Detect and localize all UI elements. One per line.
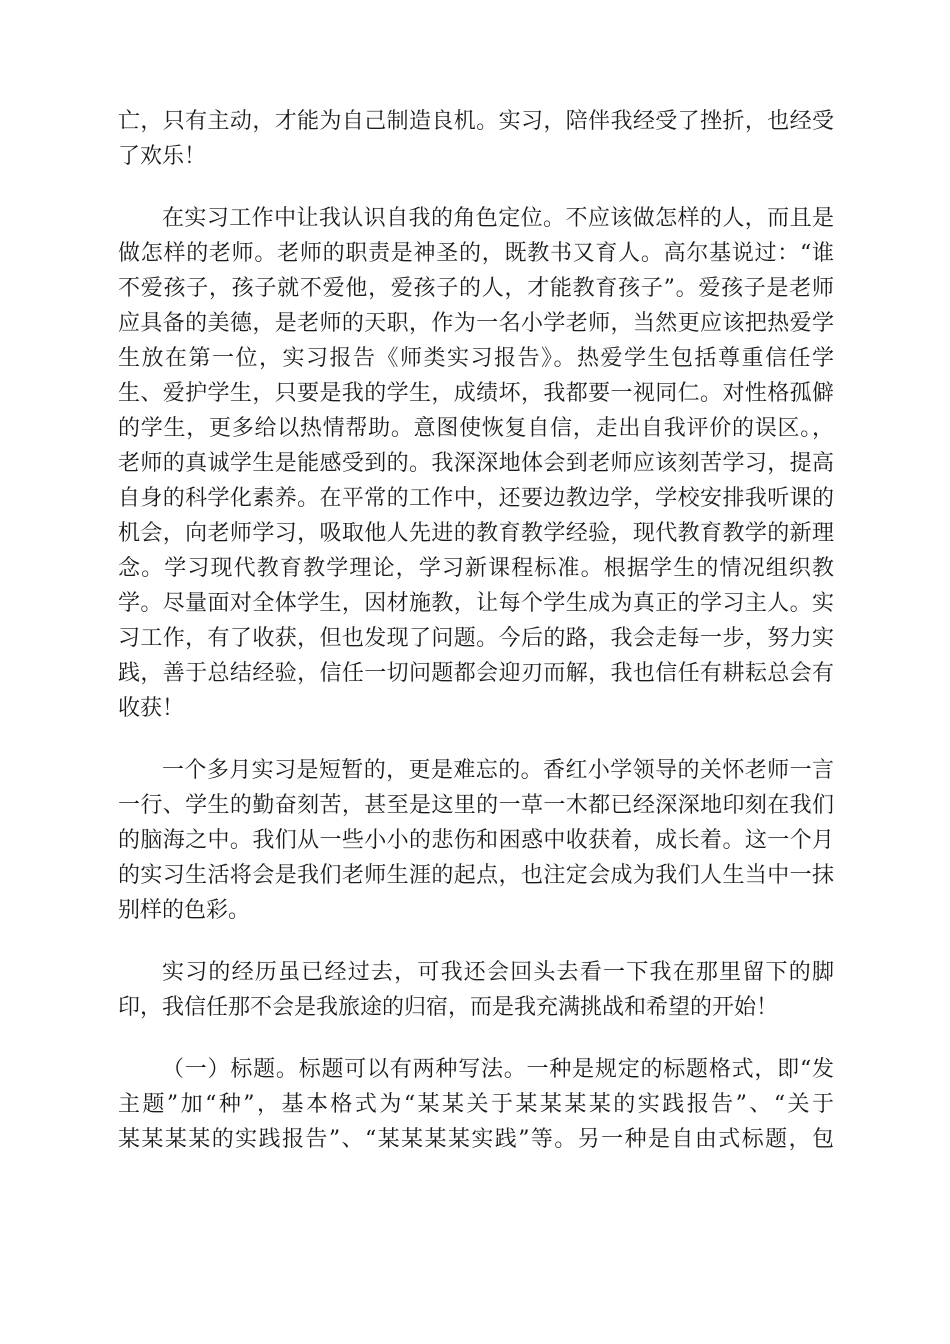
paragraph-4: [118, 955, 834, 1025]
text-line: 自身的科学化素养。在平常的工作中，还要边教边学，学校安排我听课的: [118, 486, 834, 511]
paragraph-spacer: [118, 928, 834, 955]
text-line: 亡，只有主动，才能为自己制造良机。实习，陪伴我经受了挫折，也经受: [118, 109, 834, 134]
paragraph-5: [118, 1052, 834, 1157]
paragraph-spacer: [118, 174, 834, 201]
text-line: 收获！: [118, 696, 185, 721]
text-line: 在实习工作中让我认识自我的角色定位。不应该做怎样的人，而且是: [162, 206, 834, 231]
text-line: 某某某某的实践报告”、“某某某某实践”等。另一种是自由式标题，包: [118, 1127, 834, 1152]
paragraph-3: [118, 753, 834, 928]
text-line: 做怎样的老师。老师的职责是神圣的，既教书又育人。高尔基说过：“谁: [118, 241, 834, 266]
document-body: [118, 104, 834, 1157]
text-line: 别样的色彩。: [118, 898, 251, 923]
text-line: 应具备的美德，是老师的天职，作为一名小学老师，当然更应该把热爱学: [118, 311, 834, 336]
text-line: 实习的经历虽已经过去，可我还会回头去看一下我在那里留下的脚: [162, 960, 834, 985]
paragraph-1: [118, 104, 834, 174]
text-line: 生放在第一位，实习报告《师类实习报告》。热爱学生包括尊重信任学: [118, 346, 834, 371]
text-line: 机会，向老师学习，吸取他人先进的教育教学经验，现代教育教学的新理: [118, 521, 834, 546]
text-line: 生、爱护学生，只要是我的学生，成绩坏，我都要一视同仁。对性格孤僻: [118, 381, 834, 406]
text-line: 的脑海之中。我们从一些小小的悲伤和困惑中收获着，成长着。这一个月: [118, 828, 834, 853]
text-line: 念。学习现代教育教学理论，学习新课程标准。根据学生的情况组织教: [118, 556, 834, 581]
text-line: 的实习生活将会是我们老师生涯的起点，也注定会成为我们人生当中一抹: [118, 863, 834, 888]
text-line: 学。尽量面对全体学生，因材施教，让每个学生成为真正的学习主人。实: [118, 591, 834, 616]
text-line: 践，善于总结经验，信任一切问题都会迎刃而解，我也信任有耕耘总会有: [118, 661, 834, 686]
text-line: 印，我信任那不会是我旅途的归宿，而是我充满挑战和希望的开始！: [118, 995, 779, 1020]
text-line: 的学生，更多给以热情帮助。意图使恢复自信，走出自我评价的误区。，: [118, 416, 834, 441]
text-line: 老师的真诚学生是能感受到的。我深深地体会到老师应该刻苦学习，提高: [118, 451, 834, 476]
paragraph-spacer: [118, 726, 834, 753]
text-line: 一行、学生的勤奋刻苦，甚至是这里的一草一木都已经深深地印刻在我们: [118, 793, 834, 818]
text-line: 主题”加“种”，基本格式为“某某关于某某某某的实践报告”、“关于: [118, 1092, 834, 1117]
text-line: （一）标题。标题可以有两种写法。一种是规定的标题格式，即“发: [162, 1057, 834, 1082]
text-line: 习工作，有了收获，但也发现了问题。今后的路，我会走每一步，努力实: [118, 626, 834, 651]
paragraph-2: [118, 201, 834, 726]
text-line: 不爱孩子，孩子就不爱他，爱孩子的人，才能教育孩子”。爱孩子是老师: [118, 276, 834, 301]
text-line: 一个多月实习是短暂的，更是难忘的。香红小学领导的关怀老师一言: [162, 758, 834, 783]
text-line: 了欢乐！: [118, 144, 207, 169]
paragraph-spacer: [118, 1025, 834, 1052]
